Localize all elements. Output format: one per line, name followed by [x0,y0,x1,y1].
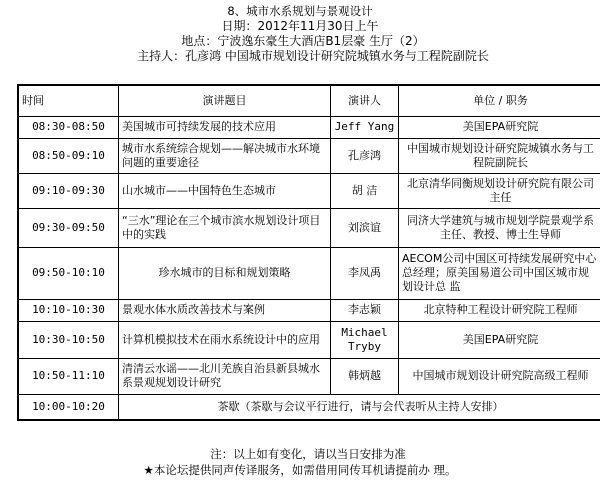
table-row [18,247,600,299]
row-time: 10:10-10:30 [18,299,119,321]
table-row [18,173,600,208]
schedule-table [17,84,600,421]
table-row [18,138,600,173]
row-time: 10:30-10:50 [18,321,119,358]
session-venue: 地点：宁波逸东豪生大酒店B1层豪 生厅（2） [181,34,425,48]
row-topic: “三水”理论在三个城市滨水规划设计项目中的实践 [119,208,331,247]
row-unit: 中国城市规划设计研究院高级工程师 [399,358,600,394]
header-time: 时间 [18,85,119,116]
row-unit: 美国EPA研究院 [399,116,600,138]
row-topic: 计算机模拟技术在雨水系统设计中的应用 [119,321,331,358]
row-time: 08:30-08:50 [18,116,119,138]
document-header [0,4,600,64]
row-unit: 中国城市规划设计研究院城镇水务与工程院副院长 [399,138,600,173]
table-row [18,321,600,358]
row-time: 09:50-10:10 [18,247,119,299]
row-unit: 北京清华同衡规划设计研究院有限公司主任 [399,173,600,208]
change-note: 注：以上如有变化，请以当日安排为准 [210,447,406,461]
table-row [18,299,600,321]
row-unit: 北京特种工程设计研究院工程师 [399,299,600,321]
interpretation-note: ★本论坛提供同声传译服务，如需借用同传耳机请提前办 理。 [143,463,457,477]
row-speaker: 韩炳越 [331,358,399,394]
break-text: 茶歇（茶歇与会议平行进行，请与会代表听从主持人安排） [119,394,600,420]
document-footer [0,446,600,478]
break-row [18,394,600,420]
row-speaker: 李凤禹 [331,247,399,299]
row-time: 09:10-09:30 [18,173,119,208]
row-speaker: 刘滨谊 [331,208,399,247]
table-row [18,208,600,247]
table-row [18,358,600,394]
row-topic: 城市水系统综合规划——解决城市水环境问题的重要途径 [119,138,331,173]
break-time: 10:00-10:20 [18,394,119,420]
session-host: 主持人：孔彦鸿 中国城市规划设计研究院城镇水务与工程院副院长 [137,49,489,63]
row-topic: 美国城市可持续发展的技术应用 [119,116,331,138]
row-time: 08:50-09:10 [18,138,119,173]
row-topic: 清清云水谣——北川羌族自治县新县城水系景观规划设计研究 [119,358,331,394]
row-speaker: 胡 洁 [331,173,399,208]
session-title: 8、城市水系规划与景观设计 [227,4,373,18]
row-speaker: Jeff Yang [331,116,399,138]
row-speaker: 李志颖 [331,299,399,321]
row-topic: 景观水体水质改善技术与案例 [119,299,331,321]
row-topic: 珍水城市的目标和规划策略 [119,247,331,299]
table-row [18,116,600,138]
header-topic: 演讲题目 [119,85,331,116]
session-date: 日期：2012年11月30日上午 [221,19,379,33]
row-unit: 同济大学建筑与城市规划学院景观学系主任、教授、博士生导师 [399,208,600,247]
row-unit: AECOM公司中国区可持续发展研究中心总经理；原美国易道公司中国区城市规划设计总 监 [399,247,600,299]
header-speaker: 演讲人 [331,85,399,116]
table-header-row [18,85,600,116]
row-speaker: 孔彦鸿 [331,138,399,173]
row-unit: 美国EPA研究院 [399,321,600,358]
row-speaker: Michael Tryby [331,321,399,358]
row-time: 09:30-09:50 [18,208,119,247]
row-topic: 山水城市——中国特色生态城市 [119,173,331,208]
row-time: 10:50-11:10 [18,358,119,394]
header-unit: 单位 / 职务 [399,85,600,116]
